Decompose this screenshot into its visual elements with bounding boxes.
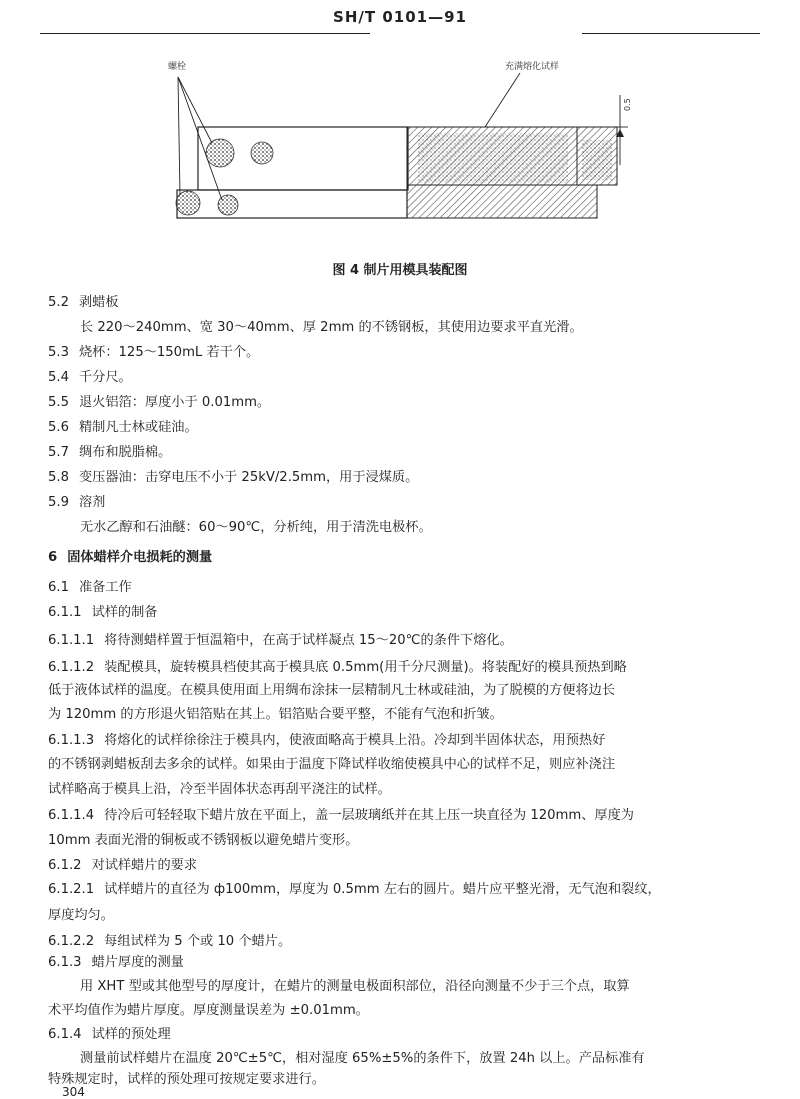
clause-number: 5.2	[48, 295, 69, 310]
clause-text: 低于液体试样的温度。在模具使用面上用绸布涂抹一层精制凡士林或硅油，为了脱模的方便将边长	[48, 683, 616, 698]
clause-number: 5.4	[48, 370, 69, 385]
clause-number: 6.1.2.2	[48, 934, 95, 949]
clause-text: 固体蜡样介电损耗的测量	[67, 550, 213, 565]
page-number: 304	[62, 1085, 85, 1099]
figure-caption: 图 4 制片用模具装配图	[332, 263, 468, 278]
base-plate-hatched	[407, 185, 597, 218]
document-line	[48, 343, 259, 363]
document-line	[48, 578, 132, 598]
clause-text: 无水乙醇和石油醚：60～90℃，分析纯，用于清洗电极杯。	[80, 520, 432, 535]
clause-number: 5.3	[48, 345, 69, 360]
clause-text: 待冷后可轻轻取下蜡片放在平面上，盖一层玻璃纸并在其上压一块直径为 120mm、厚度为	[104, 808, 634, 823]
clause-number: 6.1.3	[48, 955, 82, 970]
document-line	[48, 932, 291, 952]
clause-text: 剥蜡板	[78, 295, 119, 310]
base-plate	[177, 190, 407, 218]
clause-number: 6	[48, 550, 58, 565]
clause-text: 长 220～240mm、宽 30～40mm、厚 2mm 的不锈钢板，其使用边要求平直光滑。	[80, 320, 583, 335]
clause-number: 6.1.1.3	[48, 733, 95, 748]
document-line	[48, 1025, 171, 1045]
header-rule-right	[582, 33, 760, 34]
clause-number: 6.1.4	[48, 1027, 82, 1042]
clause-text: 退火铝箔：厚度小于 0.01mm。	[78, 395, 271, 410]
clause-text: 将待测蜡样置于恒温箱中，在高于试样凝点 15～20℃的条件下熔化。	[104, 633, 513, 648]
clause-number: 6.1	[48, 580, 69, 595]
document-line	[48, 468, 418, 488]
clause-text: 为 120mm 的方形退火铝箔贴在其上。铝箔贴合要平整，不能有气泡和折皱。	[48, 707, 503, 722]
clause-number: 6.1.1.4	[48, 808, 95, 823]
document-line	[48, 906, 114, 926]
document-line	[80, 518, 432, 538]
clause-number: 6.1.1	[48, 605, 82, 620]
document-line	[48, 603, 158, 623]
clause-text: 装配模具，旋转模具档使其高于模具底 0.5mm(用千分尺测量)。将装配好的模具预热到略	[104, 660, 627, 675]
document-line	[48, 780, 391, 800]
document-line	[48, 856, 197, 876]
figure-label-molten-sample: 充满熔化试样	[505, 62, 560, 72]
clause-number: 6.1.2.1	[48, 882, 95, 897]
document-line	[48, 953, 184, 973]
clause-number: 6.1.2	[48, 858, 82, 873]
document-line	[48, 731, 605, 751]
clause-text: 准备工作	[78, 580, 132, 595]
document-line	[48, 681, 615, 701]
document-line	[48, 806, 634, 826]
clause-text: 试样的预处理	[91, 1027, 171, 1042]
document-line	[48, 1001, 369, 1021]
clause-number: 5.5	[48, 395, 69, 410]
clause-text: 试样蜡片的直径为 ф100mm，厚度为 0.5mm 左右的圆片。蜡片应平整光滑，无气泡和裂纹，	[104, 882, 661, 897]
clause-text: 测量前试样蜡片在温度 20℃±5℃，相对湿度 65%±5%的条件下，放置 24h 以上。产品标准有	[80, 1051, 645, 1066]
clause-text: 10mm 表面光滑的铜板或不锈钢板以避免蜡片变形。	[48, 833, 359, 848]
clause-text: 每组试样为 5 个或 10 个蜡片。	[104, 934, 292, 949]
document-line	[48, 631, 513, 651]
clause-text: 试样略高于模具上沿，冷至半固体状态再刮平浇注的试样。	[48, 782, 391, 797]
document-line	[48, 418, 198, 438]
clause-text: 特殊规定时，试样的预处理可按规定要求进行。	[48, 1072, 325, 1087]
clause-text: 将熔化的试样徐徐注于模具内，使液面略高于模具上沿。冷却到半固体状态，用预热好	[104, 733, 606, 748]
clause-number: 6.1.1.1	[48, 633, 95, 648]
document-line	[48, 658, 627, 678]
clause-text: 试样的制备	[91, 605, 158, 620]
page-header-title: SH/T 0101—91	[333, 8, 467, 26]
document-line	[80, 1049, 645, 1069]
clause-text: 千分尺。	[78, 370, 132, 385]
clause-number: 5.9	[48, 495, 69, 510]
document-line	[48, 493, 105, 513]
document-line	[48, 443, 171, 463]
clause-text: 溶剂	[78, 495, 106, 510]
clause-text: 变压器油：击穿电压不小于 25kV/2.5mm，用于浸煤质。	[78, 470, 419, 485]
figure-dimension-label: 0.5	[623, 98, 632, 111]
header-rule-left	[40, 33, 370, 34]
document-line	[48, 393, 270, 413]
clause-number: 6.1.1.2	[48, 660, 95, 675]
bolt-1	[206, 139, 234, 167]
document-line	[48, 548, 212, 568]
clause-text: 厚度均匀。	[48, 908, 114, 923]
clause-text: 绸布和脱脂棉。	[78, 445, 172, 460]
figure-label-bolts: 螺栓	[168, 62, 187, 72]
document-line	[48, 1070, 325, 1090]
document-line	[48, 293, 119, 313]
bolt-2	[251, 142, 273, 164]
document-line	[80, 318, 583, 338]
clause-text: 精制凡士林或硅油。	[78, 420, 198, 435]
clause-text: 术平均值作为蜡片厚度。厚度测量误差为 ±0.01mm。	[48, 1003, 369, 1018]
clause-number: 5.6	[48, 420, 69, 435]
mold-assembly-figure	[150, 55, 650, 240]
clause-text: 蜡片厚度的测量	[91, 955, 184, 970]
document-line	[48, 831, 358, 851]
mold-assembly-diagram	[150, 55, 650, 240]
clause-text: 的不锈钢剥蜡板刮去多余的试样。如果由于温度下降试样收缩使模具中心的试样不足，则应补浇注	[48, 757, 616, 772]
clause-text: 烧杯：125～150mL 若干个。	[78, 345, 260, 360]
clause-text: 对试样蜡片的要求	[91, 858, 198, 873]
document-line	[48, 705, 503, 725]
document-line	[48, 880, 661, 900]
document-line	[48, 368, 132, 388]
clause-number: 5.8	[48, 470, 69, 485]
clause-text: 用 XHT 型或其他型号的厚度计，在蜡片的测量电极面积部位，沿径向测量不少于三个点，取算	[80, 979, 630, 994]
document-line	[48, 755, 615, 775]
clause-number: 5.7	[48, 445, 69, 460]
document-line	[80, 977, 630, 997]
